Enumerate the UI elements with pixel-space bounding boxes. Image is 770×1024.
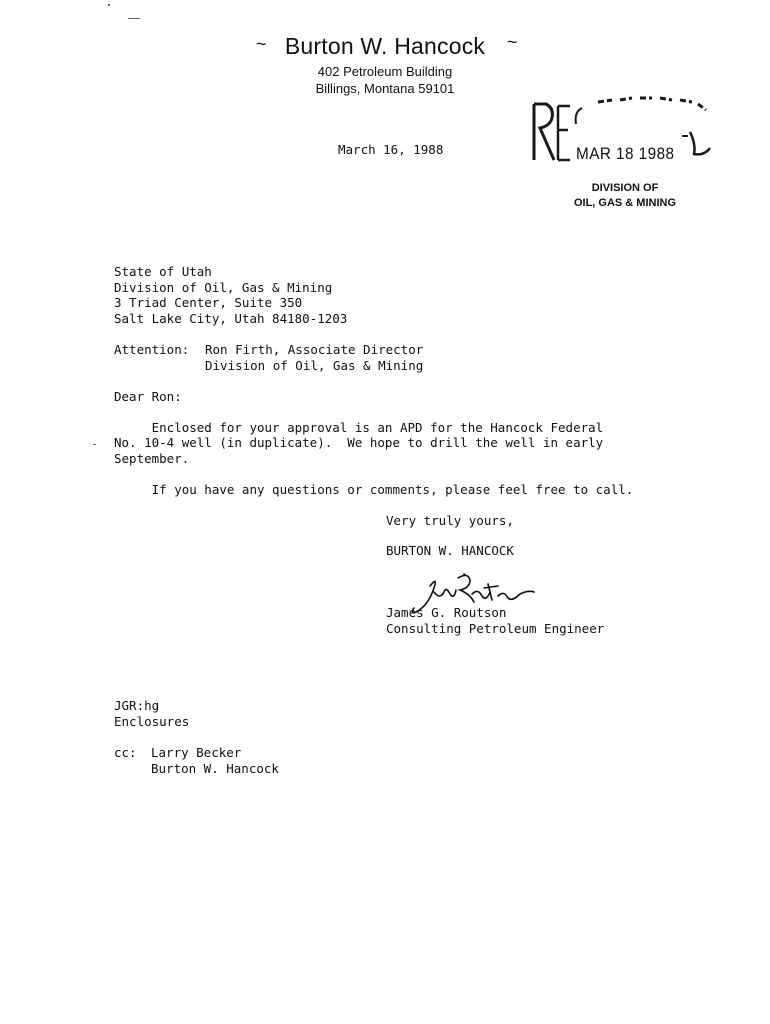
cc-recipient: Larry Becker bbox=[151, 745, 242, 760]
attention-label: Attention: bbox=[114, 342, 190, 357]
signer-name: James G. Routson bbox=[386, 605, 507, 620]
complimentary-close: Very truly yours, bbox=[386, 513, 514, 528]
body-paragraph1-line: Enclosed for your approval is an APD for the Hancock Federal bbox=[114, 420, 604, 435]
salutation: Dear Ron: bbox=[114, 389, 182, 404]
attention-line2: Division of Oil, Gas & Mining bbox=[205, 358, 424, 373]
letterhead-name: Burton W. Hancock bbox=[284, 33, 486, 59]
scan-speck bbox=[128, 18, 140, 19]
reference-initials: JGR:hg bbox=[114, 698, 160, 713]
enclosures-note: Enclosures bbox=[114, 714, 190, 729]
received-stamp-line1: DIVISION OF bbox=[591, 182, 659, 194]
recipient-line: Salt Lake City, Utah 84180-1203 bbox=[114, 311, 348, 326]
cc-label: cc: bbox=[114, 745, 137, 760]
recipient-line: 3 Triad Center, Suite 350 bbox=[114, 295, 303, 310]
recipient-line: State of Utah bbox=[114, 264, 212, 279]
scan-speck bbox=[93, 444, 96, 445]
scan-speck bbox=[108, 4, 110, 6]
body-paragraph1-line: No. 10-4 well (in duplicate). We hope to drill the well in early bbox=[114, 435, 604, 450]
body-paragraph2: If you have any questions or comments, please feel free to call. bbox=[114, 482, 634, 497]
letterhead-address-line1: 402 Petroleum Building bbox=[317, 64, 453, 79]
letterhead-address-line2: Billings, Montana 59101 bbox=[315, 81, 455, 96]
recipient-line: Division of Oil, Gas & Mining bbox=[114, 280, 333, 295]
received-stamp-line2: OIL, GAS & MINING bbox=[573, 197, 677, 209]
signer-title: Consulting Petroleum Engineer bbox=[386, 621, 605, 636]
attention-line1: Ron Firth, Associate Director bbox=[205, 342, 424, 357]
letter-date: March 16, 1988 bbox=[338, 142, 444, 157]
letterhead-dash-right: ~ bbox=[507, 32, 518, 52]
letterhead-dash-left: ~ bbox=[256, 34, 267, 54]
received-stamp-date: MAR 18 1988 bbox=[576, 144, 675, 163]
closing-company: BURTON W. HANCOCK bbox=[386, 543, 514, 558]
cc-recipient: Burton W. Hancock bbox=[151, 761, 279, 776]
body-paragraph1-line: September. bbox=[114, 451, 190, 466]
